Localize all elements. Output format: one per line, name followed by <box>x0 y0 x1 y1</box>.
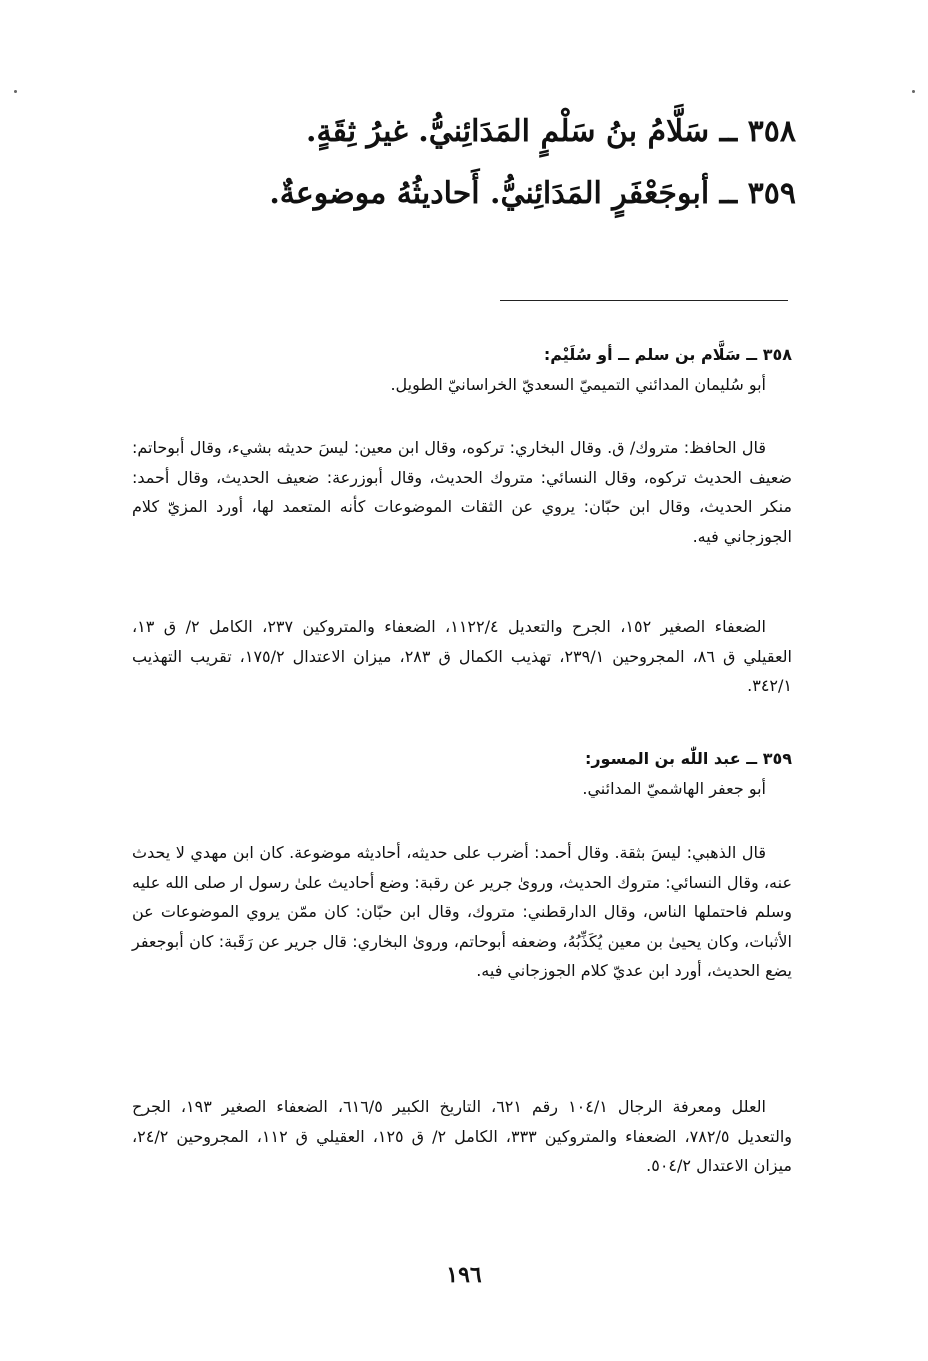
entry-359-title <box>269 176 796 212</box>
note-358-subtitle: أبو سُليمان المدائني التميميّ السعديّ الخراسانيّ الطويل. <box>390 374 766 394</box>
entry-dash: ــ <box>709 114 738 149</box>
note-358-heading: ٣٥٨ ــ سَلَّام بن سلم ــ أو سُلَيْم: <box>543 345 792 364</box>
note-358 <box>132 340 792 399</box>
entry-359-number: ٣٥٩ <box>747 176 796 211</box>
note-358-refs-text: الضعفاء الصغير ١٥٢، الجرح والتعديل ١١٢٢/٤، الضعفاء والمتروكين ٢٣٧، الكامل ٢/ ق ١٣، العقيلي ق ٨٦، المجروحين ٢٣٩/١، تهذيب الكمال ق ٢٨٣، ميزان الاعتدال ١٧٥/٢، تقريب التهذيب ٣٤٢/١. <box>132 617 793 695</box>
scan-speck <box>14 90 17 93</box>
note-358-body <box>132 433 792 551</box>
entry-dash: ــ <box>709 176 738 211</box>
note-359-references <box>132 1092 792 1181</box>
footnote-separator <box>500 300 788 301</box>
note-359-refs-text: العلل ومعرفة الرجال ١٠٤/١ رقم ٦٢١، التاريخ الكبير ٦١٦/٥، الضعفاء الصغير ١٩٣، الجرح والتعديل ٧٨٢/٥، الضعفاء والمتروكين ٣٣٣، الكامل ٢/ ق ١٢٥، العقيلي ق ١١٢، المجروحين ٢٤/٢، ميزان الاعتدال ٥٠٤/٢. <box>132 1097 792 1175</box>
page-number: ١٩٦ <box>446 1262 482 1288</box>
scan-speck <box>912 90 915 93</box>
note-359 <box>132 744 792 803</box>
note-359-body-text: قال الذهبي: ليسَ بثقة. وقال أحمد: أضرب على حديثه، أحاديثه موضوعة. كان ابن مهدي لا يحدث عنه، وقال النسائي: متروك الحديث، وروىٰ جرير عن رقبة: وضع أحاديث علىٰ رسول ار صلى الله عليه وسلم فاحتملها الناس، وقال الدارقطني: متروك، وقال ابن حبّان: كان ممّن يروي الموضوعات عن الأثبات، وكان يحيىٰ بن معين يُكَذِّبُهُ، وضعفه أبوحاتم، وروىٰ البخاري: قال جرير عن رَقَبة: كان أبوجعفر يضع الحديث، أورد ابن عديّ كلام الجوزجاني فيه. <box>132 843 792 980</box>
entry-359-text: أبوجَعْفَرٍ المَدَائِنيُّ. أَحاديثُهُ موضوعةٌ. <box>269 176 710 211</box>
note-359-heading: ٣٥٩ ــ عبد اللّٰه بن المسور: <box>584 749 792 768</box>
note-359-body <box>132 838 792 986</box>
entry-358-text: سَلَّامُ بنُ سَلْمٍ المَدَائِنيُّ. غيرُ ثِقَةٍ. <box>306 114 710 149</box>
note-358-references <box>132 612 792 701</box>
note-358-body-text: قال الحافظ: متروك/ ق. وقال البخاري: تركوه، وقال ابن معين: ليسَ حديثه بشيء، وقال أبوحاتم: ضعيف الحديث تركوه، وقال النسائي: متروك الحديث، وقال أبوزرعة: ضعيف الحديث، وقال أحمد: منكر الحديث، وقال ابن حبّان: يروي عن الثقات الموضوعات كأنه المتعمد لها، أورد المزيّ كلام الجوزجاني فيه. <box>132 438 792 546</box>
entry-358-number: ٣٥٨ <box>747 114 796 149</box>
entry-358-title <box>306 114 796 150</box>
note-359-subtitle: أبو جعفر الهاشميّ المدائني. <box>582 778 766 798</box>
